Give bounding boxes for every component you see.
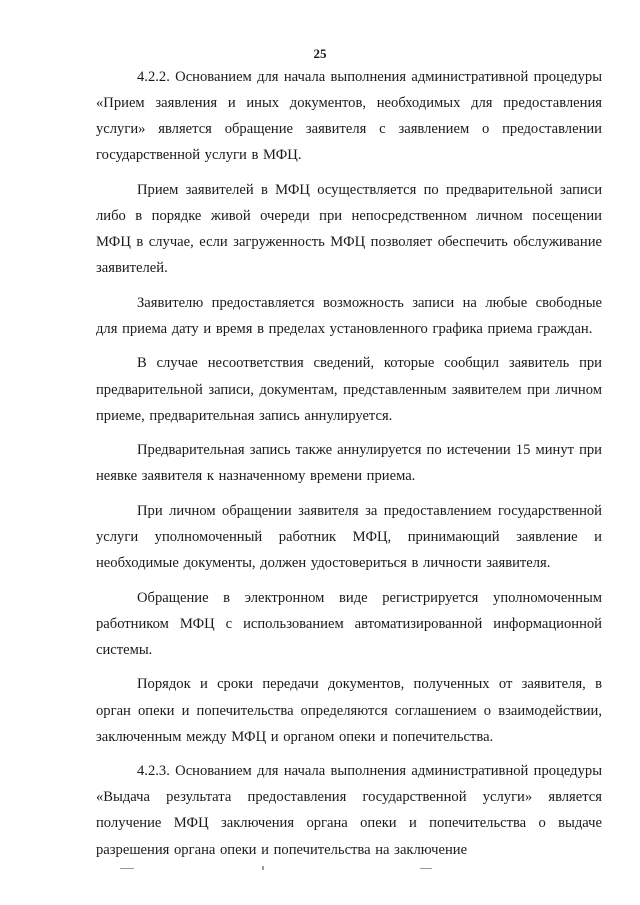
paragraph-electronic: Обращение в электронном виде регистрируется уполномоченным работником МФЦ с использованием автоматизированной информационной системы. [96, 589, 602, 658]
scan-mark-left [120, 868, 134, 869]
paragraph-mismatch: В случае несоответствия сведений, которые сообщил заявитель при предварительной записи, документам, представленным заявителем при личном приеме, предварительная запись аннулируется. [96, 355, 602, 424]
paragraph-4-2-3: 4.2.3. Основанием для начала выполнения административной процедуры «Выдача результата предоставления государственной услуги» является получение МФЦ заключения органа опеки и попечительства о выдаче разрешения органа опеки и попечительства на заключение [96, 763, 602, 858]
page-number: 25 [313, 46, 327, 61]
scan-mark-center [262, 866, 264, 870]
paragraph-cancellation: Предварительная запись также аннулируется по истечении 15 минут при неявке заявителя к назначенному времени приема. [96, 442, 602, 485]
paragraph-identity: При личном обращении заявителя за предоставлением государственной услуги уполномоченный работник МФЦ, принимающий заявление и необходимые документы, должен удостовериться в личности заявителя. [96, 502, 602, 572]
paragraph-reception: Прием заявителей в МФЦ осуществляется по предварительной записи либо в порядке живой очереди при непосредственном личном посещении МФЦ в случае, если загруженность МФЦ позволяет обеспечить обслуживание заявителей. [96, 181, 602, 277]
paragraph-4-2-2: 4.2.2. Основанием для начала выполнения административной процедуры «Прием заявления и иных документов, необходимых для предоставления услуги» является обращение заявителя с заявлением о предоставлении государственной услуги в МФЦ. [96, 69, 602, 164]
document-body [96, 64, 602, 871]
scan-mark-right [420, 868, 432, 869]
paragraph-transfer: Порядок и сроки передачи документов, полученных от заявителя, в орган опеки и попечительства определяются соглашением о взаимодействии, заключенным между МФЦ и органом опеки и попечительства. [96, 676, 602, 745]
paragraph-booking: Заявителю предоставляется возможность записи на любые свободные для приема дату и время в пределах установленного графика приема граждан. [96, 294, 602, 337]
